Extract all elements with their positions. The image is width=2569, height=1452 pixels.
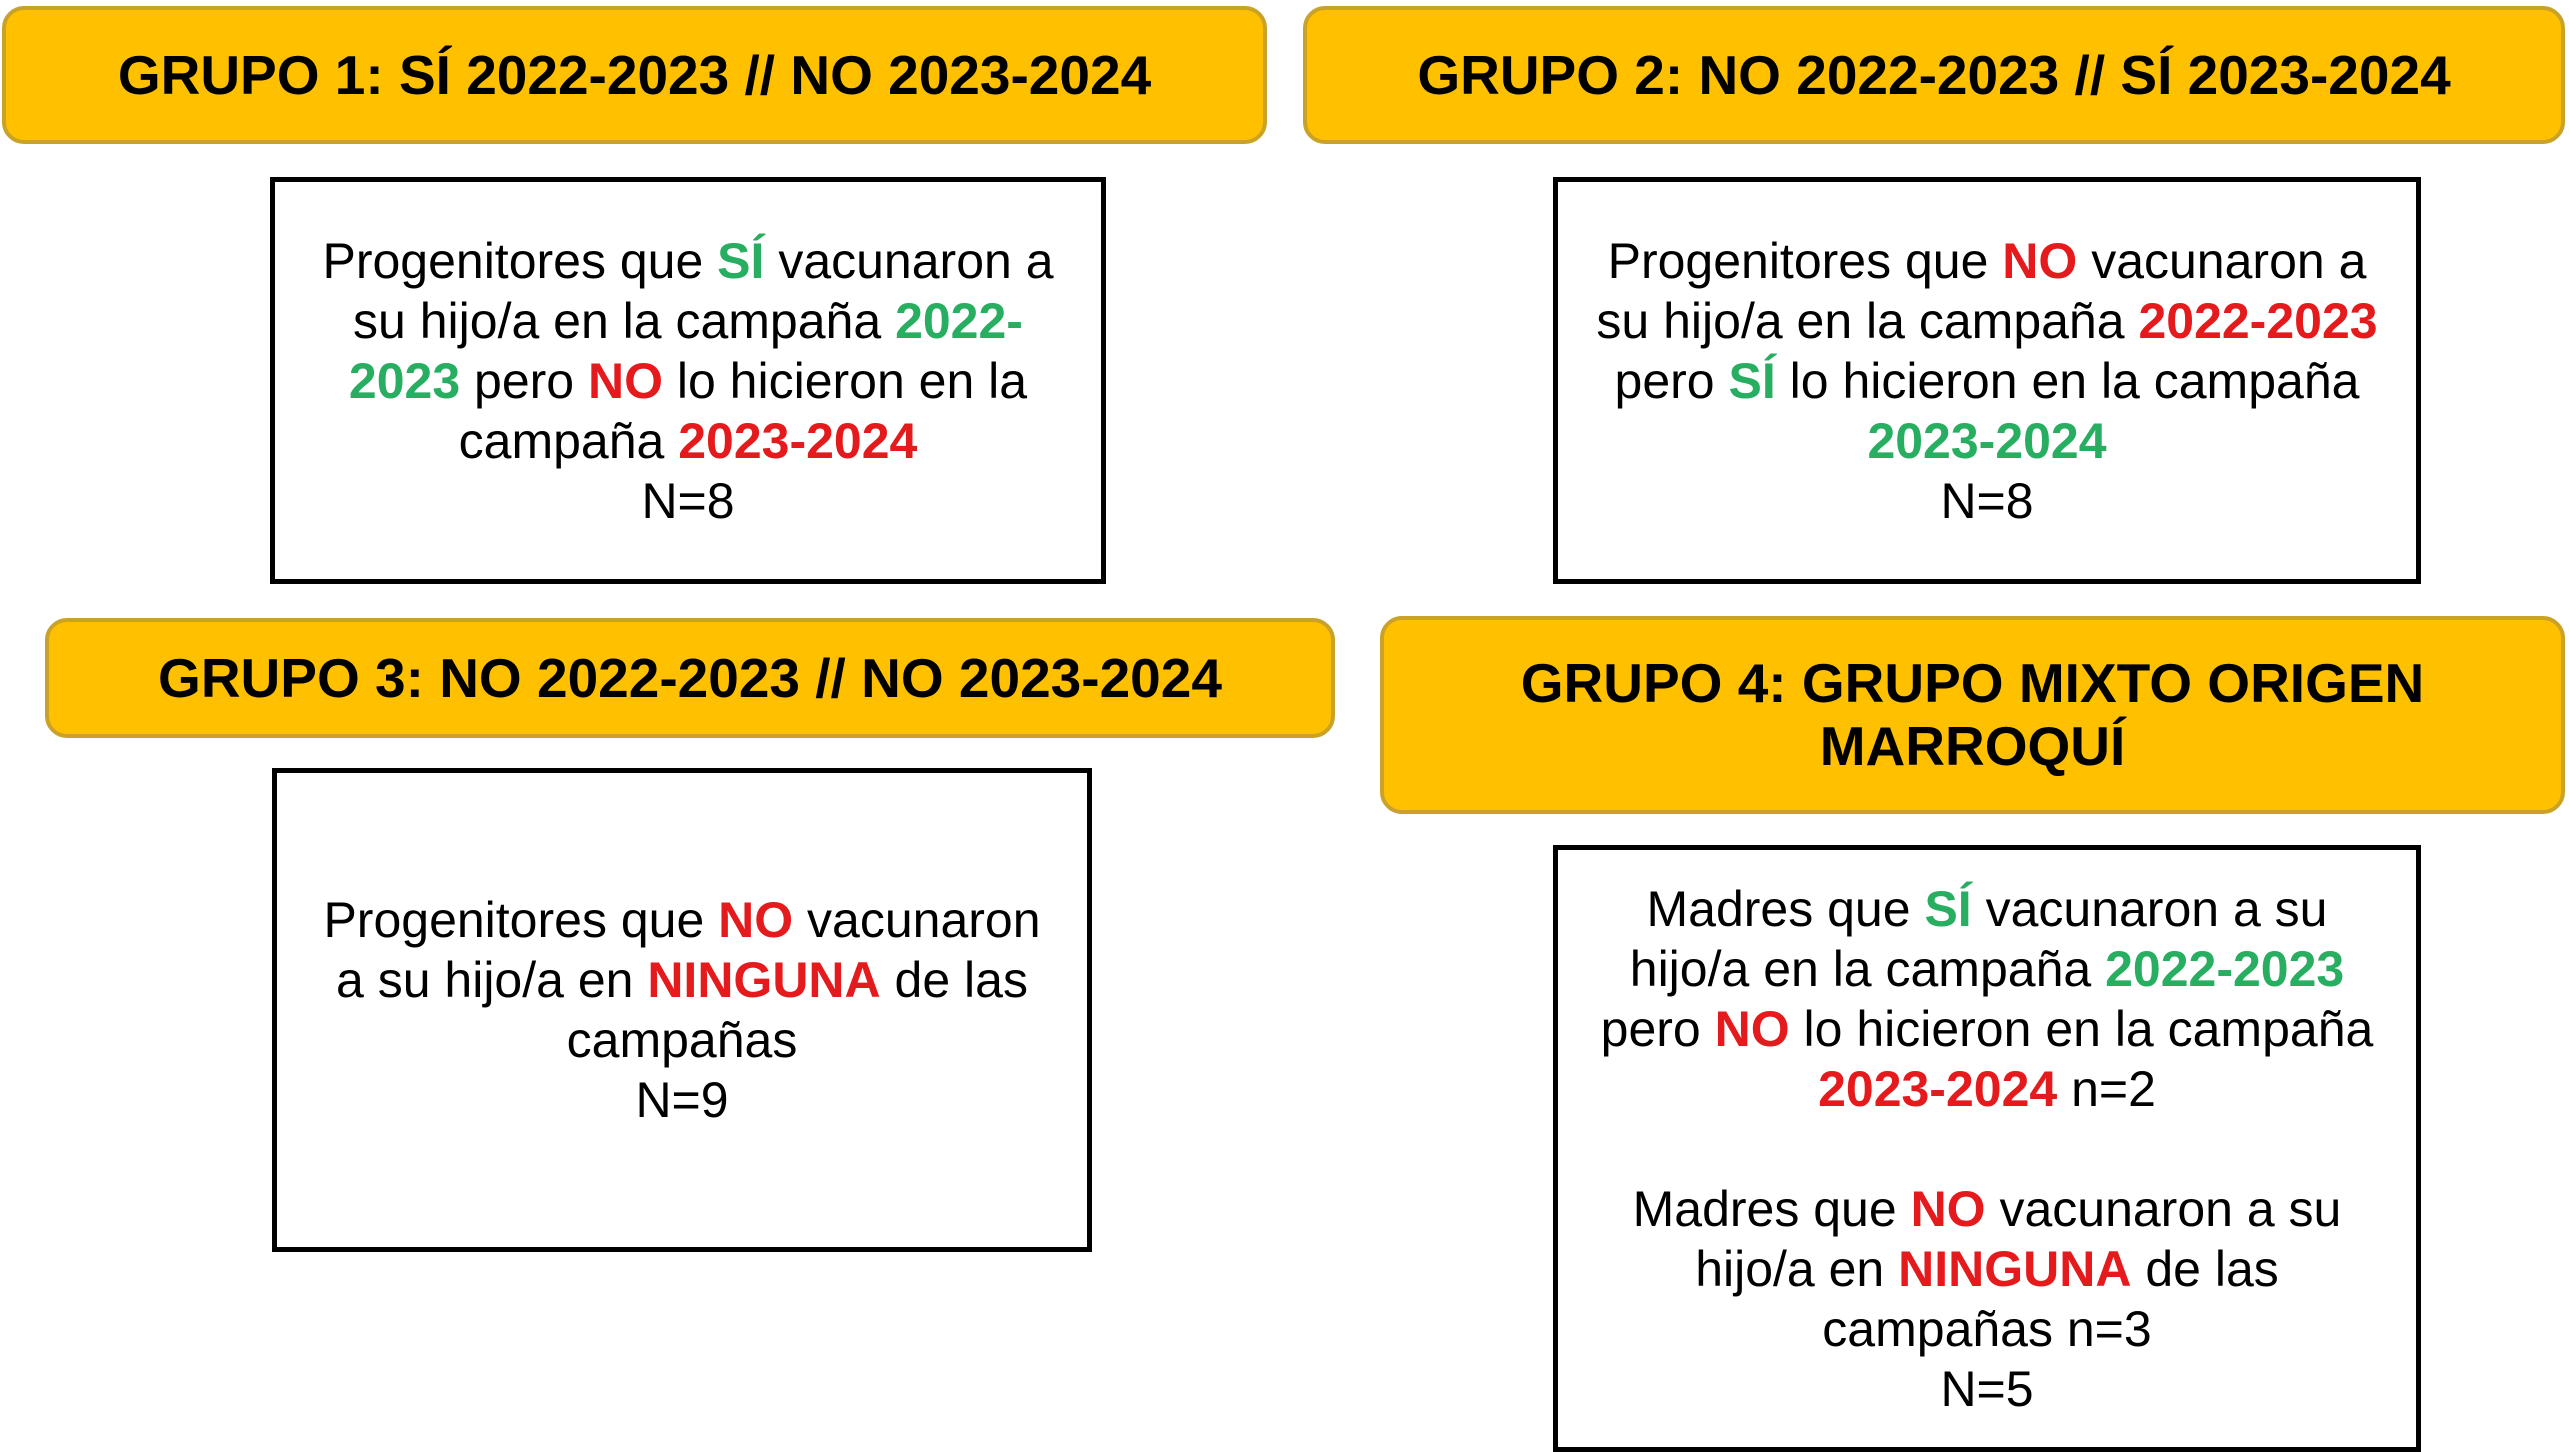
- group-4-count: N=5: [1940, 1360, 2034, 1417]
- group-1-count: N=8: [641, 472, 735, 529]
- group-3-count: N=9: [635, 1072, 729, 1128]
- highlight-none: NINGUNA: [1898, 1240, 2132, 1297]
- group-1-header: [2, 6, 1267, 144]
- group-2-description: [1588, 231, 2386, 471]
- group-4-subgroup-2: [1588, 1179, 2386, 1359]
- text-segment: Madres que: [1632, 1180, 1911, 1237]
- highlight-season: 2022-2023: [2105, 940, 2345, 997]
- text-segment: vacunaron a su hijo/a en la campaña: [353, 232, 1054, 349]
- highlight-yes: SÍ: [1728, 352, 1776, 409]
- text-segment: vacunaron a su hijo/a en: [1695, 1180, 2342, 1297]
- group-1-description-box: [270, 177, 1106, 584]
- highlight-no: NO: [587, 352, 663, 409]
- highlight-no: NO: [1910, 1180, 1986, 1237]
- group-3-header: [45, 618, 1335, 738]
- text-segment: lo hicieron en la campaña: [458, 352, 1028, 469]
- text-segment: pero: [460, 352, 588, 409]
- text-segment: Progenitores que: [1607, 232, 2003, 289]
- text-segment: Progenitores que: [323, 892, 719, 948]
- text-segment: lo hicieron en la campaña: [1789, 1000, 2374, 1057]
- text-segment: vacunaron a su hijo/a en la campaña: [1596, 232, 2367, 349]
- highlight-season: 2022-2023: [2138, 292, 2378, 349]
- highlight-season: 2023-2024: [678, 412, 918, 469]
- text-segment: vacunaron a su hijo/a en la campaña: [1629, 880, 2328, 997]
- text-segment: pero: [1600, 1000, 1715, 1057]
- group-3-description: [307, 890, 1057, 1070]
- highlight-season: 2023-2024: [1818, 1060, 2058, 1117]
- highlight-yes: SÍ: [717, 232, 765, 289]
- highlight-no: NO: [1714, 1000, 1790, 1057]
- group-2-description-box: [1553, 177, 2421, 584]
- group-2-header-text: GRUPO 2: NO 2022-2023 // SÍ 2023-2024: [1417, 43, 2451, 106]
- highlight-season: 2023-2024: [1867, 412, 2107, 469]
- highlight-yes: SÍ: [1924, 880, 1972, 937]
- text-segment: de las campañas: [566, 952, 1028, 1068]
- group-4-header-text: GRUPO 4: GRUPO MIXTO ORIGEN MARROQUÍ: [1520, 652, 2425, 777]
- text-segment: Progenitores que: [322, 232, 718, 289]
- text-segment: n=2: [2057, 1060, 2156, 1117]
- text-segment: vacunaron a su hijo/a en: [336, 892, 1041, 1008]
- group-3-description-box: [272, 768, 1092, 1252]
- text-segment: lo hicieron en la campaña: [1775, 352, 2360, 409]
- group-4-header: [1380, 616, 2565, 814]
- group-2-count: N=8: [1940, 472, 2034, 529]
- highlight-season: 2022-2023: [348, 292, 1023, 409]
- group-4-description-box: [1553, 845, 2421, 1452]
- group-4-subgroup-1: [1588, 879, 2386, 1119]
- group-2-header: [1303, 6, 2565, 144]
- text-segment: pero: [1614, 352, 1729, 409]
- text-segment: Madres que: [1646, 880, 1925, 937]
- highlight-no: NO: [718, 892, 794, 948]
- group-1-description: [305, 231, 1071, 471]
- text-segment: de las campañas n=3: [1822, 1240, 2279, 1357]
- highlight-no: NO: [2002, 232, 2078, 289]
- group-3-header-text: GRUPO 3: NO 2022-2023 // NO 2023-2024: [158, 646, 1222, 709]
- group-1-header-text: GRUPO 1: SÍ 2022-2023 // NO 2023-2024: [117, 43, 1152, 106]
- highlight-none: NINGUNA: [647, 952, 881, 1008]
